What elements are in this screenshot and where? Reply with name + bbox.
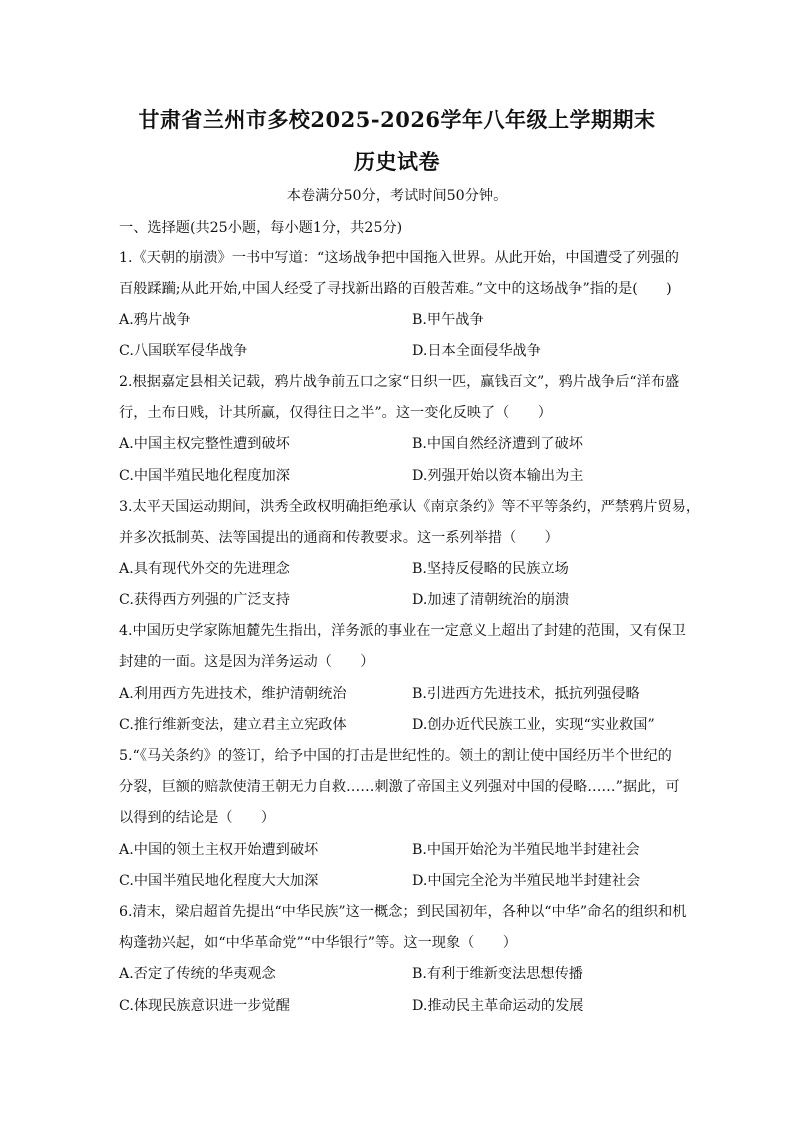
question-3-option-c: C.获得西方列强的广泛支持 [119,592,290,608]
question-6-option-d: D.推动民主革命运动的发展 [412,998,584,1014]
question-4-line-1: 4.中国历史学家陈旭麓先生指出，洋务派的事业在一定意义上超出了封建的范围，又有保卫 [119,623,686,639]
question-5-option-d: D.中国完全沦为半殖民地半封建社会 [412,873,641,889]
question-2-option-b: B.中国自然经济遭到了破坏 [412,436,583,452]
question-4-option-d: D.创办近代民族工业，实现“实业救国” [412,717,655,733]
question-5-option-b: B.中国开始沦为半殖民地半封建社会 [412,842,640,858]
question-3-line-1: 3.太平天国运动期间，洪秀全政权明确拒绝承认《南京条约》等不平等条约，严禁鸦片贸易， [119,499,701,515]
question-6-line-1: 6.清末，梁启超首先提出“中华民族”这一概念；到民国初年，各种以“中华”命名的组织和机 [119,904,687,920]
question-6-option-b: B.有利于维新变法思想传播 [412,966,583,982]
question-1-option-a: A.鸦片战争 [119,312,191,328]
question-2-line-2: 行，土布日贱，计其所赢，仅得往日之半”。这一变化反映了（ ） [119,405,552,421]
question-4-line-2: 封建的一面。这是因为洋务运动（ ） [119,654,375,670]
question-3-option-d: D.加速了清朝统治的崩溃 [412,592,570,608]
question-5-line-3: 以得到的结论是（ ） [119,810,276,826]
question-6-option-a: A.否定了传统的华夷观念 [119,966,276,982]
question-2-option-d: D.列强开始以资本输出为主 [412,468,584,484]
question-3-line-2: 并多次抵制英、法等国提出的通商和传教要求。这一系列举措（ ） [119,530,559,546]
question-5-line-2: 分裂，巨额的赔款使清王朝无力自救……刺激了帝国主义列强对中国的侵略……”据此，可 [119,779,680,795]
question-4-option-c: C.推行维新变法，建立君主立宪政体 [119,717,347,733]
question-5-option-a: A.中国的领土主权开始遭到破坏 [119,842,319,858]
question-6-option-c: C.体现民族意识进一步觉醒 [119,998,290,1014]
question-5-option-c: C.中国半殖民地化程度大大加深 [119,873,319,889]
question-1-line-1: 1.《天朝的崩溃》一书中写道：“这场战争把中国拖入世界。从此开始，中国遭受了列强的 [119,250,679,266]
question-4-option-a: A.利用西方先进技术，维护清朝统治 [119,686,347,702]
question-2-option-c: C.中国半殖民地化程度加深 [119,468,290,484]
section-heading: 一、选择题(共25小题，每小题1分，共25分) [119,220,403,236]
question-2-option-a: A.中国主权完整性遭到破坏 [119,436,290,452]
question-5-line-1: 5.“《马关条约》的签订，给予中国的打击是世纪性的。领土的割让使中国经历半个世纪的 [119,748,672,764]
question-1-option-d: D.日本全面侵华战争 [412,343,541,359]
question-1-line-2: 百般蹂躏;从此开始,中国人经受了寻找新出路的百般苦难。”文中的这场战争”指的是( ) [119,281,672,297]
question-2-line-1: 2.根据嘉定县相关记载，鸦片战争前五口之家“日织一匹，赢钱百文”，鸦片战争后“洋布盛 [119,374,680,390]
question-3-option-b: B.坚持反侵略的民族立场 [412,561,569,577]
question-4-option-b: B.引进西方先进技术，抵抗列强侵略 [412,686,640,702]
question-1-option-b: B.甲午战争 [412,312,484,328]
exam-subtitle: 历史试卷 [354,149,440,174]
exam-title: 甘肃省兰州市多校2025-2026学年八年级上学期期末 [138,107,656,132]
question-6-line-2: 构蓬勃兴起，如“中华革命党”“中华银行”等。这一现象（ ） [119,935,517,951]
question-1-option-c: C.八国联军侵华战争 [119,343,248,359]
question-3-option-a: A.具有现代外交的先进理念 [119,561,290,577]
exam-note: 本卷满分50分，考试时间50分钟。 [286,188,508,204]
